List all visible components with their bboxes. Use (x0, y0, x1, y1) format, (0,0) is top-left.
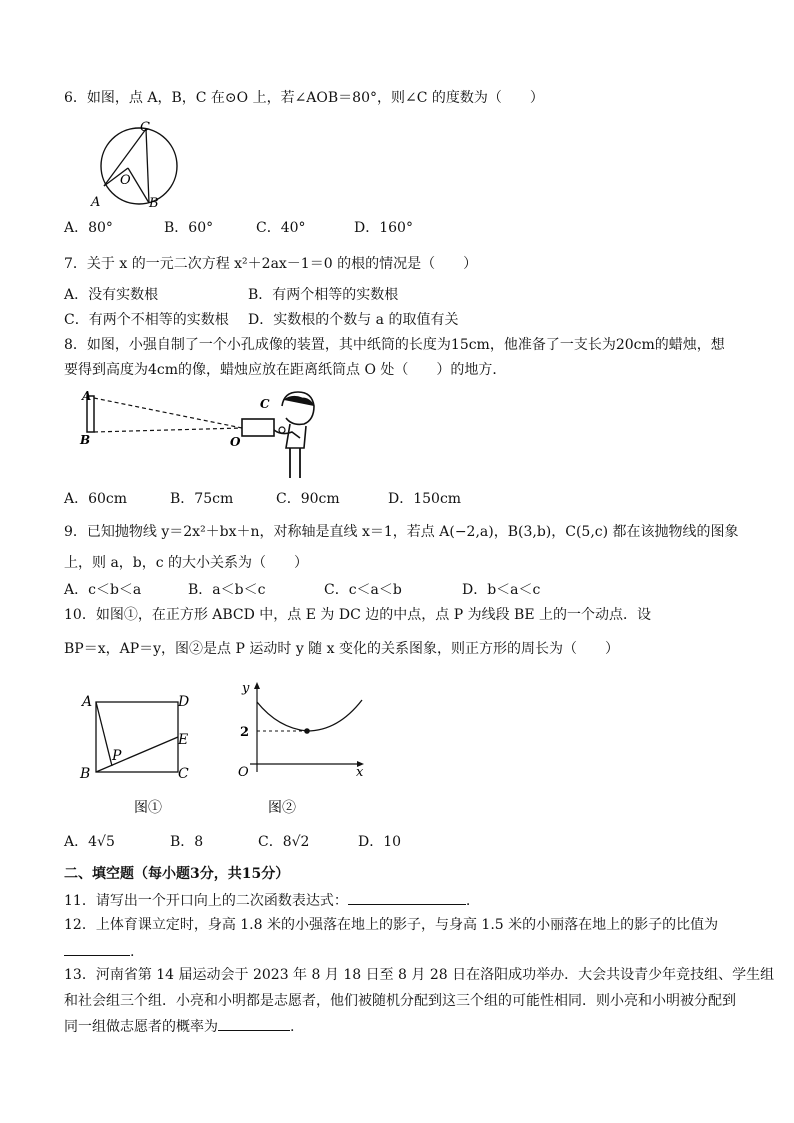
q8-line1: 8．如图，小强自制了一个小孔成像的装置，其中纸筒的长度为15cm，他准备了一支长为20cm的蜡烛，想 (64, 337, 725, 353)
q10-graph-figure (226, 676, 376, 820)
q8-option-b[interactable]: B．75cm (170, 491, 234, 507)
q11-tail: . (465, 893, 471, 909)
q6-label-o: O (120, 173, 131, 188)
q9-line1: 9．已知抛物线 y＝2x²＋bx＋n，对称轴是直线 x＝1，若点 A(−2,a)，B(3,b)，C(5,c) 都在该抛物线的图象 (64, 524, 739, 540)
section2-title: 二、填空题（每小题3分，共15分） (64, 866, 290, 882)
q10-option-d[interactable]: D．10 (358, 834, 402, 850)
q9-option-c[interactable]: C．c＜a＜b (324, 582, 402, 598)
q6-option-c[interactable]: C．40° (256, 220, 306, 236)
q10-option-a[interactable]: A．4√5 (64, 834, 115, 850)
q13-line2: 和社会组三个组．小亮和小明都是志愿者，他们被随机分配到这三个组的可能性相同．则小亮和小明被分配到 (64, 993, 736, 1009)
q12-line1: 12．上体育课立定时，身高 1.8 米的小强落在地上的影子，与身高 1.5 米的小丽落在地上的影子的比值为 (64, 917, 719, 933)
q8-label-a: A (82, 389, 92, 403)
q10-label-b: B (80, 766, 91, 782)
q11 (64, 890, 470, 911)
q7-option-c[interactable]: C．有两个不相等的实数根 (64, 312, 229, 328)
q10-line2: BP＝x，AP＝y，图②是点 P 运动时 y 随 x 变化的关系图象，则正方形的周长为（ ） (64, 641, 619, 657)
q8-option-c[interactable]: C．90cm (276, 491, 340, 507)
q10-option-b[interactable]: B．8 (170, 834, 204, 850)
q10-line1: 10．如图①，在正方形 ABCD 中，点 E 为 DC 边的中点，点 P 为线段 BE 上的一个动点．设 (64, 607, 651, 623)
q7-stem: 7．关于 x 的一元二次方程 x²＋2ax－1＝0 的根的情况是（ ） (64, 256, 478, 272)
q8-label-c: C (260, 397, 270, 411)
q6-label-c: C (140, 120, 150, 135)
q6-stem: 6．如图，点 A，B，C 在⊙O 上，若∠AOB＝80°，则∠C 的度数为（ ） (64, 90, 544, 106)
q9-option-b[interactable]: B．a＜b＜c (188, 582, 266, 598)
q10-label-e: E (178, 732, 189, 748)
q8-label-b: B (80, 433, 91, 447)
q10-fig2-caption: 图② (268, 800, 296, 816)
q7-option-d[interactable]: D．实数根的个数与 a 的取值有关 (248, 312, 459, 328)
q13-line3 (64, 1016, 294, 1037)
q8-line2: 要得到高度为4cm的像，蜡烛应放在距离纸筒点 O 处（ ）的地方． (64, 362, 507, 378)
q12-answer-blank[interactable] (64, 941, 130, 956)
q6-label-a: A (91, 195, 101, 210)
q12-tail: . (130, 944, 135, 960)
q7-option-a[interactable]: A．没有实数根 (64, 287, 159, 303)
q10-fig1-caption: 图① (134, 800, 162, 816)
q9-option-d[interactable]: D．b＜a＜c (462, 582, 541, 598)
q10-label-d: D (178, 694, 190, 710)
q11-text: 11．请写出一个开口向上的二次函数表达式： (64, 893, 348, 909)
q8-label-o: O (230, 435, 241, 449)
q9-option-a[interactable]: A．c＜b＜a (64, 582, 142, 598)
q11-answer-blank[interactable] (348, 890, 466, 905)
q10-label-a: A (82, 694, 93, 710)
q10-axis-x: x (356, 765, 364, 780)
q13-answer-blank[interactable] (218, 1016, 290, 1031)
q9-line2: 上，则 a，b，c 的大小关系为（ ） (64, 555, 309, 571)
q10-square-figure (74, 688, 206, 820)
q6-label-b: B (149, 196, 159, 210)
q8-option-a[interactable]: A．60cm (64, 491, 128, 507)
q6-option-b[interactable]: B．60° (164, 220, 214, 236)
q10-axis-y: y (242, 681, 250, 696)
q6-option-d[interactable]: D．160° (354, 220, 413, 236)
q6-circle-figure (84, 118, 196, 210)
q13-line1: 13．河南省第 14 届运动会于 2023 年 8 月 18 日至 8 月 28 日在洛阳成功举办．大会共设青少年竞技组、学生组 (64, 967, 775, 983)
q10-label-c: C (178, 766, 189, 782)
q12-answer-line (64, 941, 134, 962)
q10-axis-origin: O (238, 765, 249, 780)
q10-label-p: P (112, 748, 122, 764)
q7-option-b[interactable]: B．有两个相等的实数根 (248, 287, 399, 303)
q8-pinhole-figure (78, 386, 328, 482)
q13-line3-text: 同一组做志愿者的概率为 (64, 1019, 218, 1035)
q10-option-c[interactable]: C．8√2 (258, 834, 310, 850)
q8-option-d[interactable]: D．150cm (388, 491, 462, 507)
q6-option-a[interactable]: A．80° (64, 220, 113, 236)
q10-axis-two: 2 (240, 725, 250, 740)
q13-tail: . (290, 1019, 295, 1035)
